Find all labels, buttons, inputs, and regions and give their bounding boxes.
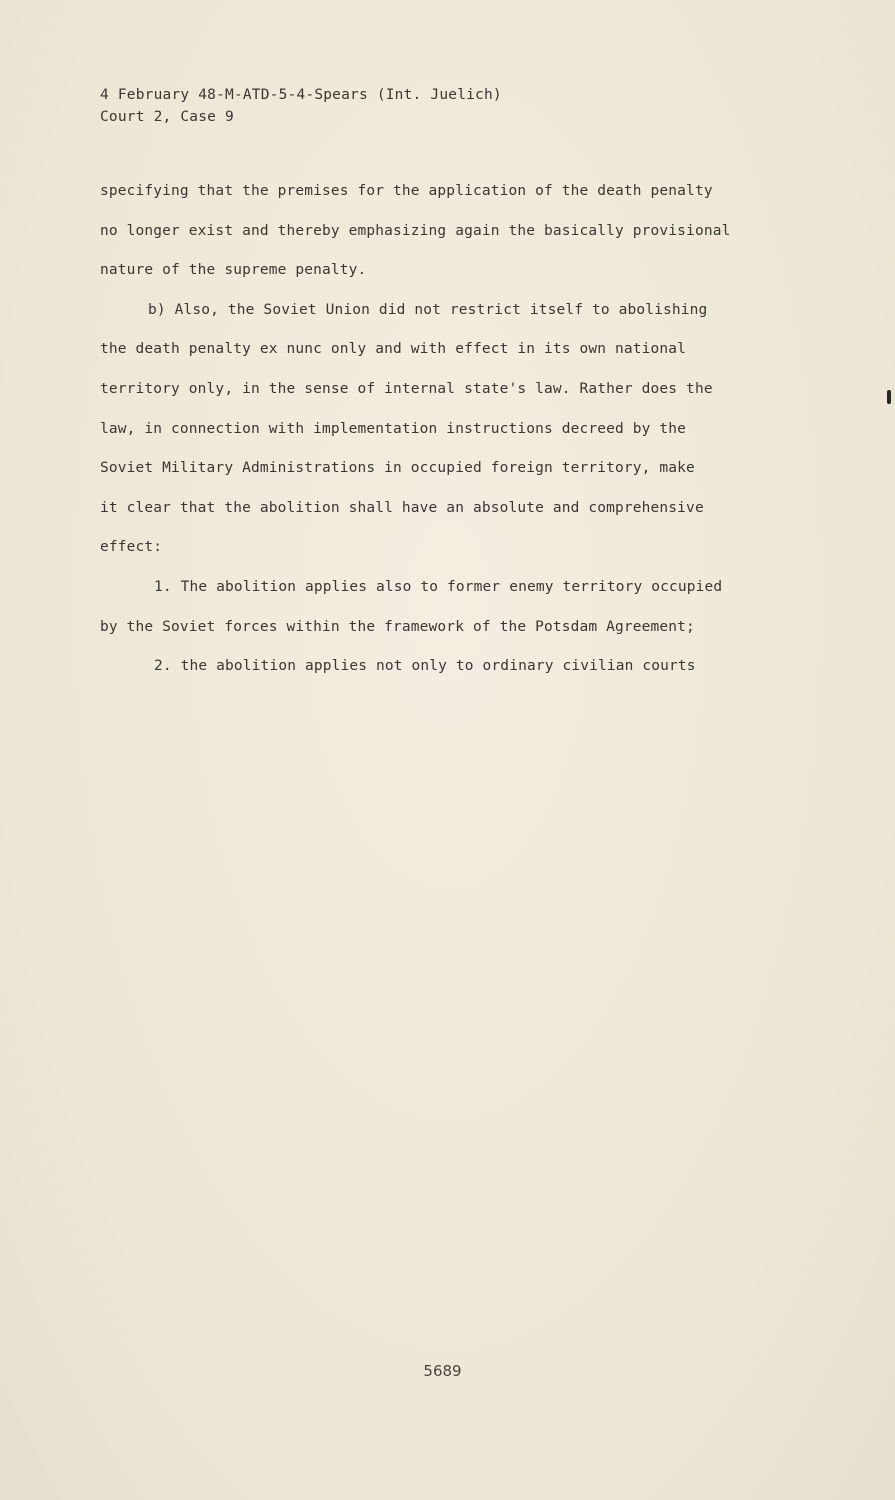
header-line-date-reference: 4 February 48-M-ATD-5-4-Spears (Int. Juelich)	[100, 87, 502, 103]
text-line: 2. the abolition applies not only to ordinary civilian courts	[154, 658, 696, 675]
text-line: Soviet Military Administrations in occupied foreign territory, make	[100, 460, 695, 477]
page-number	[0, 1362, 895, 1380]
text-line: it clear that the abolition shall have an absolute and comprehensive	[100, 499, 704, 516]
text-line: law, in connection with implementation instructions decreed by the	[100, 420, 687, 437]
document-body	[100, 176, 800, 691]
page-number-text: 5689	[423, 1362, 462, 1380]
header-line-court-case: Court 2, Case 9	[100, 109, 234, 125]
text-line: no longer exist and thereby emphasizing again the basically provisional	[100, 222, 731, 239]
text-line: 1. The abolition applies also to former enemy territory occupied	[154, 578, 723, 595]
text-line: b) Also, the Soviet Union did not restrict itself to abolishing	[148, 301, 708, 318]
text-line: effect:	[100, 539, 163, 556]
text-line: nature of the supreme penalty.	[100, 262, 367, 279]
text-line: territory only, in the sense of internal state's law. Rather does the	[100, 380, 713, 397]
binding-mark	[887, 390, 891, 404]
text-line: the death penalty ex nunc only and with effect in its own national	[100, 341, 687, 358]
text-line: specifying that the premises for the application of the death penalty	[100, 183, 713, 199]
document-header	[100, 84, 502, 128]
text-line: by the Soviet forces within the framework of the Potsdam Agreement;	[100, 618, 695, 635]
